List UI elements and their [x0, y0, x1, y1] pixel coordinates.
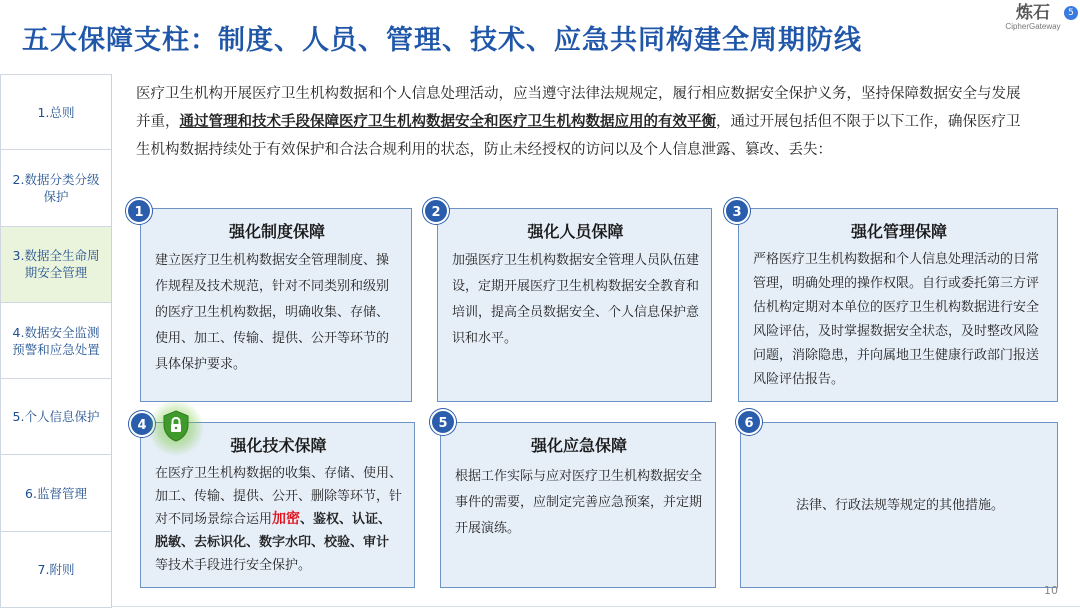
card-management — [738, 208, 1058, 402]
card-number-badge: 2 — [423, 198, 449, 224]
sidebar-item-supervision[interactable]: 6.监督管理 — [0, 455, 111, 531]
card-body — [155, 462, 402, 577]
card-body: 法律、行政法规等规定的其他措施。 — [795, 498, 1004, 513]
page-title: 五大保障支柱：制度、人员、管理、技术、应急共同构建全周期防线 — [22, 25, 862, 56]
intro-emphasis: 通过管理和技术手段保障医疗卫生机构数据安全和医疗卫生机构数据应用的有效平衡 — [179, 114, 716, 130]
card-title: 强化人员保障 — [527, 222, 624, 241]
sidebar-item-personal-info[interactable]: 5.个人信息保护 — [0, 379, 111, 455]
sidebar-item-lifecycle[interactable]: 3.数据全生命周期安全管理 — [0, 227, 111, 303]
card-body: 根据工作实际与应对医疗卫生机构数据安全事件的需要，应制定完善应急预案，并定期开展演练。 — [455, 469, 703, 536]
tech-body-start: 在医疗卫生机构数据的收集、存储、使用、加工、传输、提供、公开、删除等环节，针对不同场景综合运用 — [155, 466, 403, 527]
card-title: 强化技术保障 — [230, 436, 327, 455]
brand-logo — [1002, 3, 1074, 36]
card-number-badge: 1 — [126, 198, 152, 224]
card-body: 加强医疗卫生机构数据安全管理人员队伍建设，定期开展医疗卫生机构数据安全教育和培训，提高全员数据安全、个人信息保护意识和水平。 — [452, 253, 700, 346]
card-number-badge: 6 — [736, 409, 762, 435]
sidebar-item-classification[interactable]: 2.数据分类分级保护 — [0, 150, 111, 226]
page-number: 10 — [1044, 584, 1058, 597]
bottom-divider — [112, 606, 1080, 607]
card-other-measures — [740, 422, 1058, 588]
shield-lock-icon — [162, 410, 190, 442]
sidebar-item-appendix[interactable]: 7.附则 — [0, 532, 111, 608]
logo-main-text: 炼石 — [1016, 3, 1050, 23]
card-title: 强化制度保障 — [228, 222, 325, 241]
card-personnel — [437, 208, 712, 402]
logo-sub-text: CipherGateway — [1005, 22, 1061, 31]
card-body: 严格医疗卫生机构数据和个人信息处理活动的日常管理，明确处理的操作权限。自行或委托第三方评估机构定期对本单位的医疗卫生机构数据进行安全风险评估，及时掌握数据安全状态，及时整改风险问题，消除隐患，并向属地卫生健康行政部门报送风险评估报告。 — [753, 252, 1040, 387]
intro-text-1: 医疗卫生机构开展医疗卫生机构数据和个人信息处理活动，应当遵守法律法规规定，履行相应数据安全保护义务，坚持保障数据安全与发展并重， — [136, 86, 1021, 130]
card-title: 强化应急保障 — [530, 436, 627, 455]
tech-body-highlight: 加密 — [272, 511, 301, 527]
card-number-badge: 4 — [129, 411, 155, 437]
card-number-badge: 3 — [724, 198, 750, 224]
card-emergency — [440, 422, 716, 588]
intro-paragraph — [136, 80, 1026, 164]
logo-badge: 5 — [1064, 6, 1078, 20]
tech-body-end: 等技术手段进行安全保护。 — [155, 558, 312, 573]
sidebar-item-monitoring[interactable]: 4.数据安全监测预警和应急处置 — [0, 303, 111, 379]
card-number-badge: 5 — [430, 409, 456, 435]
tech-body-bold: 、鉴权、认证、脱敏、去标识化、数字水印、校验、审计 — [155, 512, 392, 550]
sidebar-item-general[interactable]: 1.总则 — [0, 74, 111, 150]
card-title: 强化管理保障 — [850, 222, 947, 241]
card-body: 建立医疗卫生机构数据安全管理制度、操作规程及技术规范，针对不同类别和级别的医疗卫生机构数据，明确收集、存储、使用、加工、传输、提供、公开等环节的具体保护要求。 — [155, 253, 390, 372]
sidebar-nav — [0, 74, 112, 608]
intro-text-2: ，通过开展包括但不限于以下工作，确保医疗卫生机构数据持续处于有效保护和合法合规利用的状态，防止未经授权的访问以及个人信息泄露、篡改、丢失： — [136, 114, 1021, 158]
card-institution — [140, 208, 412, 402]
